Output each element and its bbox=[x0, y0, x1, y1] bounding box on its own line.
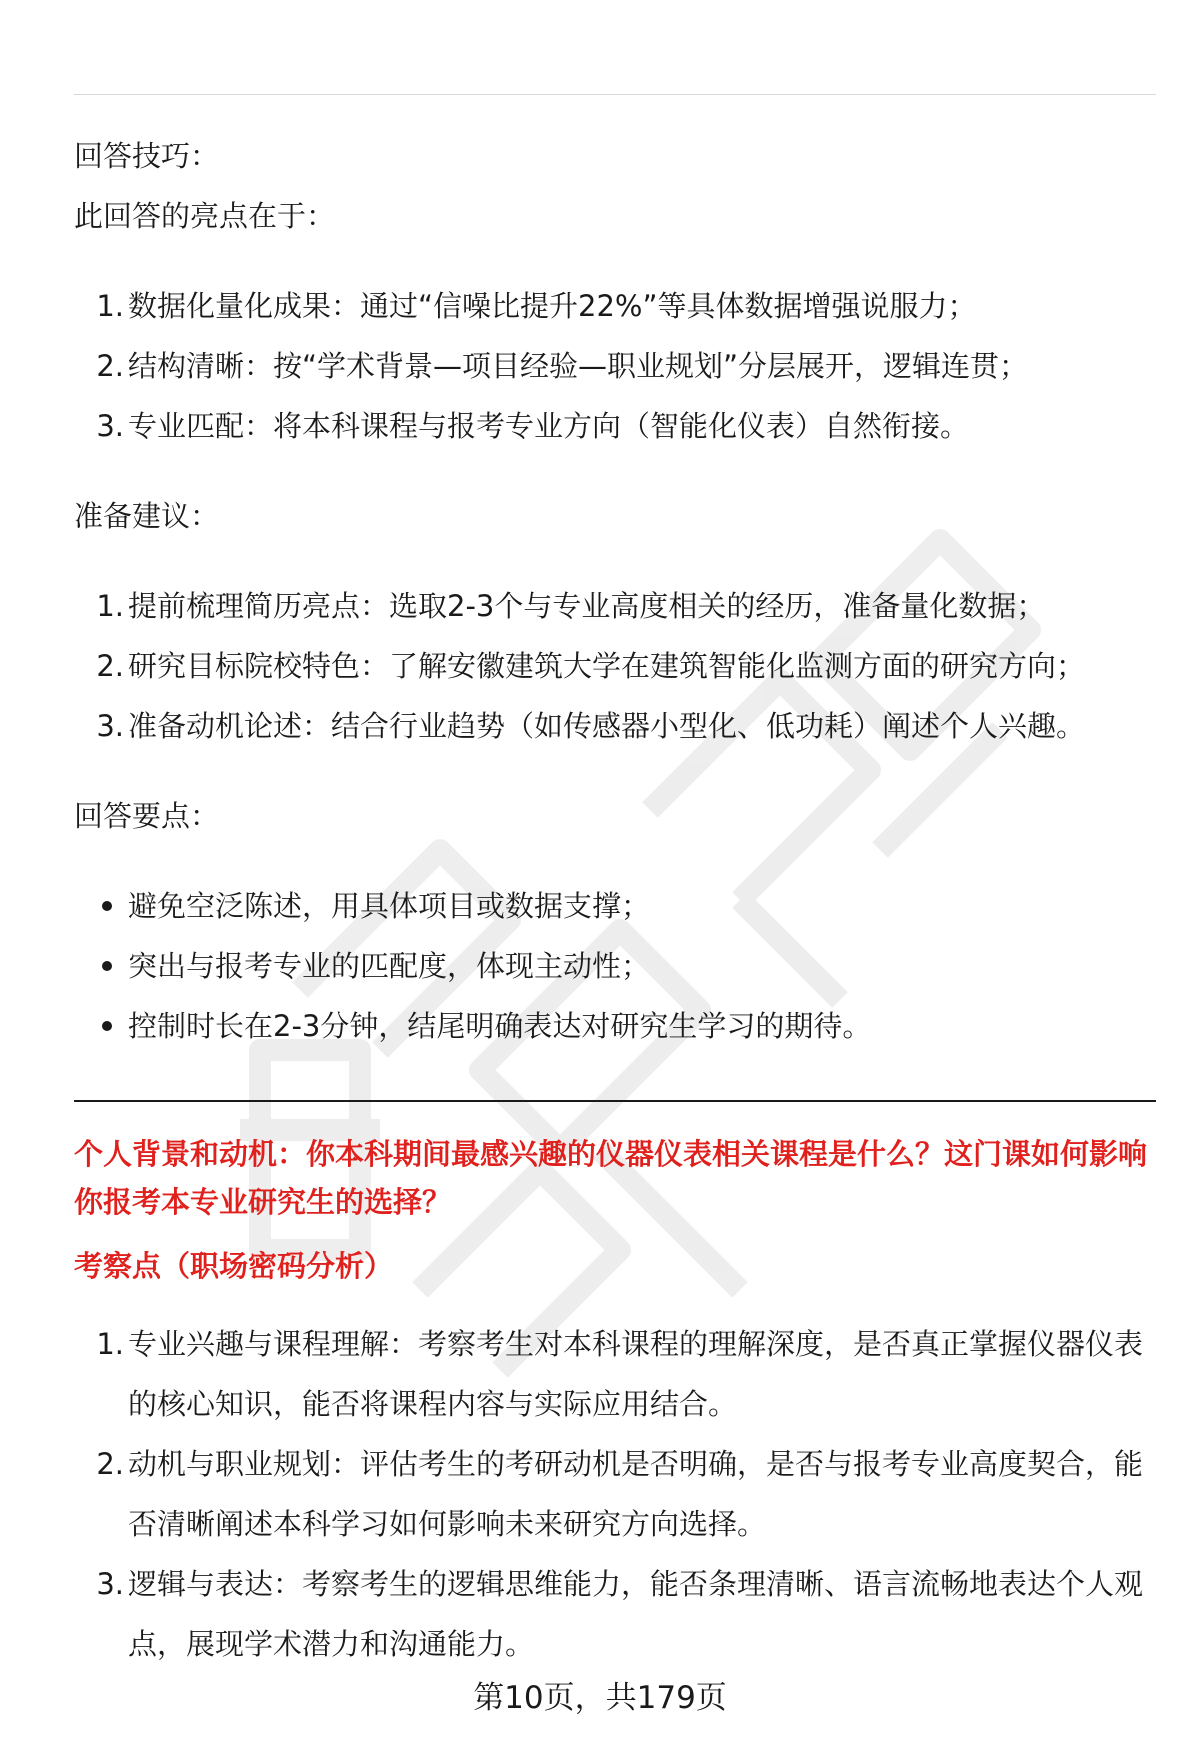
bullet-dot-icon bbox=[102, 901, 112, 911]
list-text: 研究目标院校特色：了解安徽建筑大学在建筑智能化监测方面的研究方向； bbox=[128, 649, 1086, 683]
exam-points-title: 考察点（职场密码分析） bbox=[74, 1249, 394, 1283]
list-number: 1. bbox=[96, 1327, 124, 1361]
bullet-text: 突出与报考专业的匹配度，体现主动性； bbox=[128, 949, 651, 983]
prep-title: 准备建议： bbox=[74, 499, 220, 533]
list-text: 专业匹配：将本科课程与报考专业方向（智能化仪表）自然衔接。 bbox=[128, 409, 970, 443]
list-number: 3. bbox=[96, 1567, 124, 1601]
list-number: 2. bbox=[96, 649, 124, 683]
list-text: 结构清晰：按“学术背景—项目经验—职业规划”分层展开，逻辑连贯； bbox=[128, 349, 1029, 383]
tips-intro: 此回答的亮点在于： bbox=[74, 199, 336, 233]
list-number: 2. bbox=[96, 349, 124, 383]
list-text: 提前梳理简历亮点：选取2-3个与专业高度相关的经历，准备量化数据； bbox=[128, 589, 1046, 623]
points-title: 回答要点： bbox=[74, 799, 220, 833]
bullet-dot-icon bbox=[102, 1021, 112, 1031]
list-number: 3. bbox=[96, 709, 124, 743]
list-text: 数据化量化成果：通过“信噪比提升22%”等具体数据增强说服力； bbox=[128, 289, 977, 323]
bullet-text: 控制时长在2-3分钟，结尾明确表达对研究生学习的期待。 bbox=[128, 1009, 872, 1043]
question-heading: 个人背景和动机：你本科期间最感兴趣的仪器仪表相关课程是什么？这门课如何影响你报考本专业研究生的选择？ bbox=[74, 1137, 1148, 1219]
list-text: 准备动机论述：结合行业趋势（如传感器小型化、低功耗）阐述个人兴趣。 bbox=[128, 709, 1086, 743]
list-text: 专业兴趣与课程理解：考察考生对本科课程的理解深度，是否真正掌握仪器仪表的核心知识，能否将课程内容与实际应用结合。 bbox=[128, 1327, 1144, 1421]
list-number: 1. bbox=[96, 289, 124, 323]
bullet-dot-icon bbox=[102, 961, 112, 971]
list-text: 动机与职业规划：评估考生的考研动机是否明确，是否与报考专业高度契合，能否清晰阐述本科学习如何影响未来研究方向选择。 bbox=[128, 1447, 1144, 1541]
tips-title: 回答技巧： bbox=[74, 139, 220, 173]
section-divider bbox=[74, 1100, 1156, 1102]
list-number: 1. bbox=[96, 589, 124, 623]
list-number: 2. bbox=[96, 1447, 124, 1481]
bullet-text: 避免空泛陈述，用具体项目或数据支撑； bbox=[128, 889, 651, 923]
top-divider bbox=[74, 94, 1156, 95]
list-number: 3. bbox=[96, 409, 124, 443]
list-text: 逻辑与表达：考察考生的逻辑思维能力，能否条理清晰、语言流畅地表达个人观点，展现学术潜力和沟通能力。 bbox=[128, 1567, 1144, 1661]
page-number: 第10页，共179页 bbox=[473, 1680, 727, 1716]
